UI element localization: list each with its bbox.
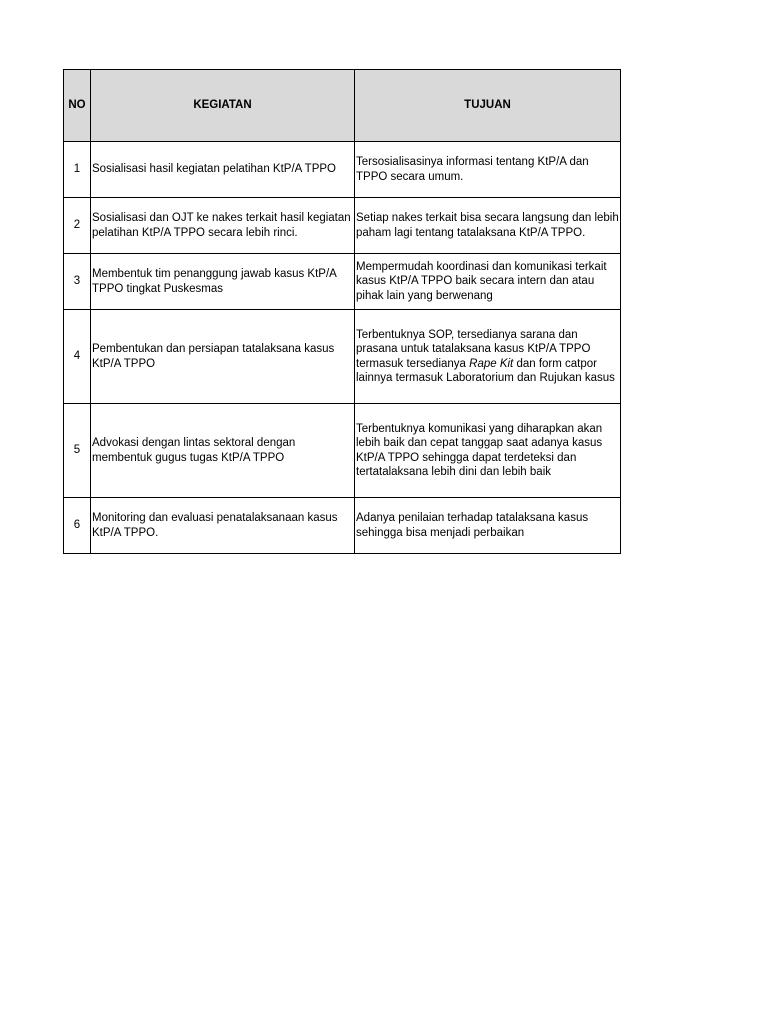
cell-kegiatan: Sosialisasi dan OJT ke nakes terkait hasil kegiatan pelatihan KtP/A TPPO secara lebih rinci. bbox=[91, 198, 355, 254]
table-header bbox=[64, 70, 621, 142]
cell-kegiatan: Sosialisasi hasil kegiatan pelatihan KtP/A TPPO bbox=[91, 142, 355, 198]
cell-no: 4 bbox=[64, 310, 91, 404]
cell-tujuan: Mempermudah koordinasi dan komunikasi terkait kasus KtP/A TPPO baik secara intern dan atau pihak lain yang berwenang bbox=[355, 254, 621, 310]
cell-tujuan: Terbentuknya komunikasi yang diharapkan akan lebih baik dan cepat tanggap saat adanya kasus KtP/A TPPO sehingga dapat terdeteksi dan tertatalaksana lebih dini dan lebih baik bbox=[355, 404, 621, 498]
cell-no: 1 bbox=[64, 142, 91, 198]
tujuan-text-after: dan form catpor lainnya termasuk Laboratorium dan Rujukan kasus bbox=[356, 357, 615, 384]
tujuan-text-italic: Rape Kit bbox=[469, 357, 514, 370]
cell-kegiatan: Membentuk tim penanggung jawab kasus KtP/A TPPO tingkat Puskesmas bbox=[91, 254, 355, 310]
tujuan-text-before: Terbentuknya SOP, tersedianya sarana dan prasana untuk tatalaksana kasus KtP/A TPPO termasuk tersedianya bbox=[356, 328, 591, 370]
table-row bbox=[64, 310, 621, 404]
header-tujuan: TUJUAN bbox=[355, 70, 621, 142]
cell-tujuan bbox=[355, 310, 621, 404]
cell-no: 5 bbox=[64, 404, 91, 498]
table-row bbox=[64, 404, 621, 498]
table-row bbox=[64, 198, 621, 254]
header-row bbox=[64, 70, 621, 142]
table-row bbox=[64, 498, 621, 554]
cell-tujuan: Tersosialisasinya informasi tentang KtP/A dan TPPO secara umum. bbox=[355, 142, 621, 198]
header-kegiatan: KEGIATAN bbox=[91, 70, 355, 142]
cell-kegiatan: Pembentukan dan persiapan tatalaksana kasus KtP/A TPPO bbox=[91, 310, 355, 404]
table-row bbox=[64, 142, 621, 198]
header-no: NO bbox=[64, 70, 91, 142]
table-body bbox=[64, 142, 621, 554]
cell-tujuan: Setiap nakes terkait bisa secara langsung dan lebih paham lagi tentang tatalaksana KtP/A TPPO. bbox=[355, 198, 621, 254]
cell-kegiatan: Monitoring dan evaluasi penatalaksanaan kasus KtP/A TPPO. bbox=[91, 498, 355, 554]
activity-table bbox=[63, 69, 621, 554]
cell-kegiatan: Advokasi dengan lintas sektoral dengan membentuk gugus tugas KtP/A TPPO bbox=[91, 404, 355, 498]
cell-no: 3 bbox=[64, 254, 91, 310]
table-row bbox=[64, 254, 621, 310]
cell-no: 6 bbox=[64, 498, 91, 554]
cell-tujuan: Adanya penilaian terhadap tatalaksana kasus sehingga bisa menjadi perbaikan bbox=[355, 498, 621, 554]
cell-no: 2 bbox=[64, 198, 91, 254]
